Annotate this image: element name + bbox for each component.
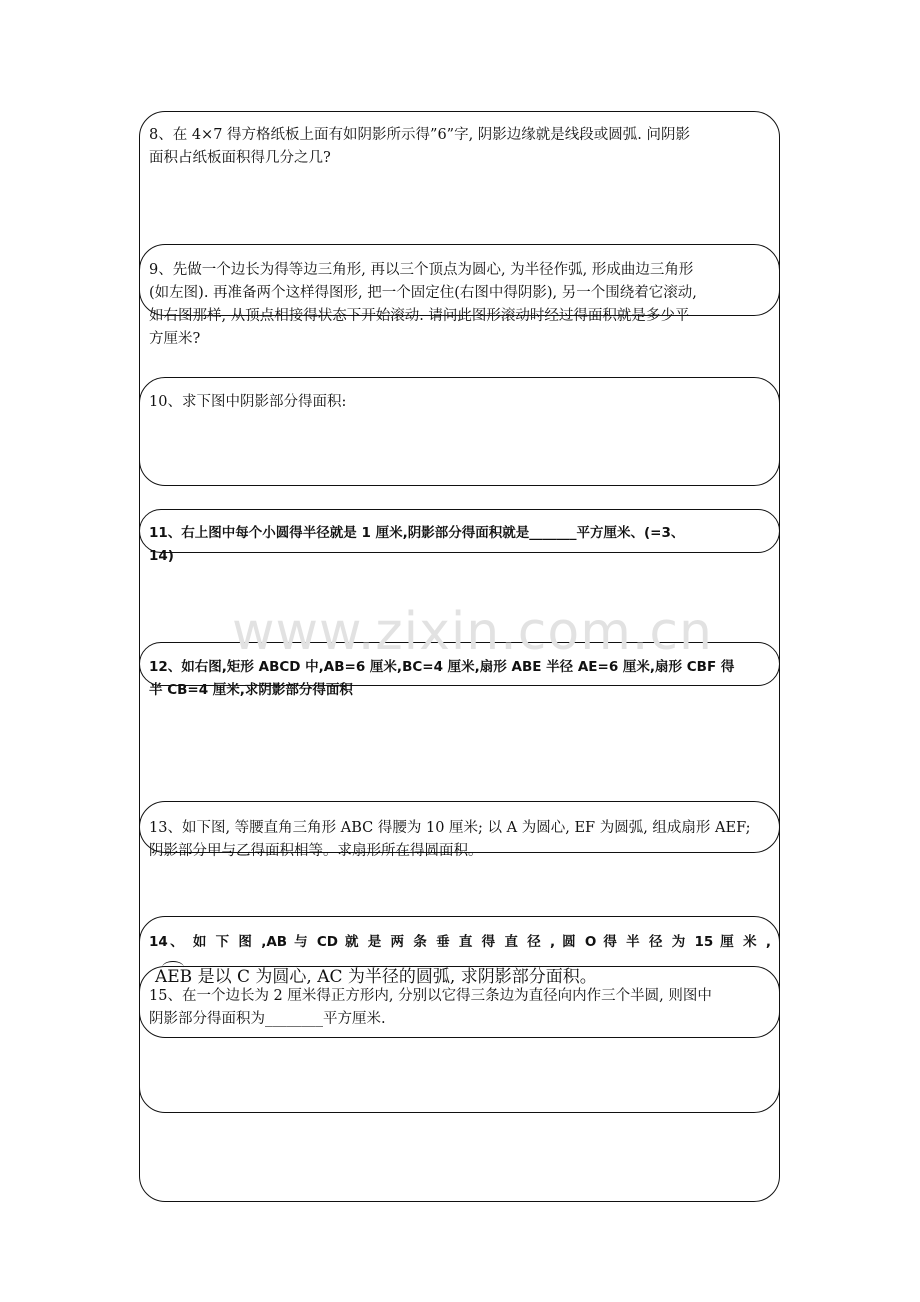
question-line: 如右图那样, 从顶点相接得状态下开始滚动. 请问此图形滚动时经过得面积就是多少平 bbox=[149, 308, 690, 324]
question-line: 阴影部分甲与乙得面积相等。求扇形所在得圆面积。 bbox=[149, 843, 483, 859]
question-12 bbox=[149, 656, 771, 702]
question-line: 8、在 4×7 得方格纸板上面有如阴影所示得”6”字, 阴影边缘就是线段或圆弧. 问阴影 bbox=[149, 127, 691, 143]
question-line: 11、右上图中每个小圆得半径就是 1 厘米,阴影部分得面积就是_______平方厘米、(=3、 bbox=[149, 525, 685, 541]
watermark: www.zixin.com.cn bbox=[232, 602, 713, 662]
question-11 bbox=[149, 522, 771, 568]
question-13 bbox=[149, 817, 771, 863]
question-line: 13、如下图, 等腰直角三角形 ABC 得腰为 10 厘米; 以 A 为圆心, EF 为圆弧, 组成扇形 AEF; bbox=[149, 820, 751, 836]
question-line: 12、如右图,矩形 ABCD 中,AB=6 厘米,BC=4 厘米,扇形 ABE 半径 AE=6 厘米,扇形 CBF 得 bbox=[149, 659, 735, 675]
question-line: AEB 是以 C 为圆心, AC 为半径的圆弧, 求阴影部分面积。 bbox=[155, 967, 597, 987]
question-line: 方厘米? bbox=[149, 331, 201, 347]
question-line: 半 CB=4 厘米,求阴影部分得面积 bbox=[149, 682, 353, 698]
question-line: 面积占纸板面积得几分之几? bbox=[149, 150, 331, 166]
question-line: 14、 如 下 图 ,AB 与 CD 就 是 两 条 垂 直 得 直 径 , 圆 O 得 半 径 为 15 厘 米 , bbox=[149, 934, 771, 950]
question-line: 15、在一个边长为 2 厘米得正方形内, 分别以它得三条边为直径向内作三个半圆, 则图中 bbox=[149, 988, 712, 1004]
question-line: 9、先做一个边长为得等边三角形, 再以三个顶点为圆心, 为半径作弧, 形成曲边三角形 bbox=[149, 262, 694, 278]
question-line: 阴影部分得面积为________平方厘米. bbox=[149, 1011, 386, 1027]
question-line: (如左图). 再准备两个这样得图形, 把一个固定住(右图中得阴影), 另一个围绕着它滚动, bbox=[149, 285, 697, 301]
question-8 bbox=[149, 124, 771, 170]
question-10 bbox=[149, 391, 771, 414]
question-line: 10、求下图中阴影部分得面积: bbox=[149, 394, 347, 410]
question-14 bbox=[149, 931, 771, 954]
question-line: 14) bbox=[149, 548, 174, 564]
question-15 bbox=[149, 985, 771, 1031]
question-9 bbox=[149, 259, 771, 351]
